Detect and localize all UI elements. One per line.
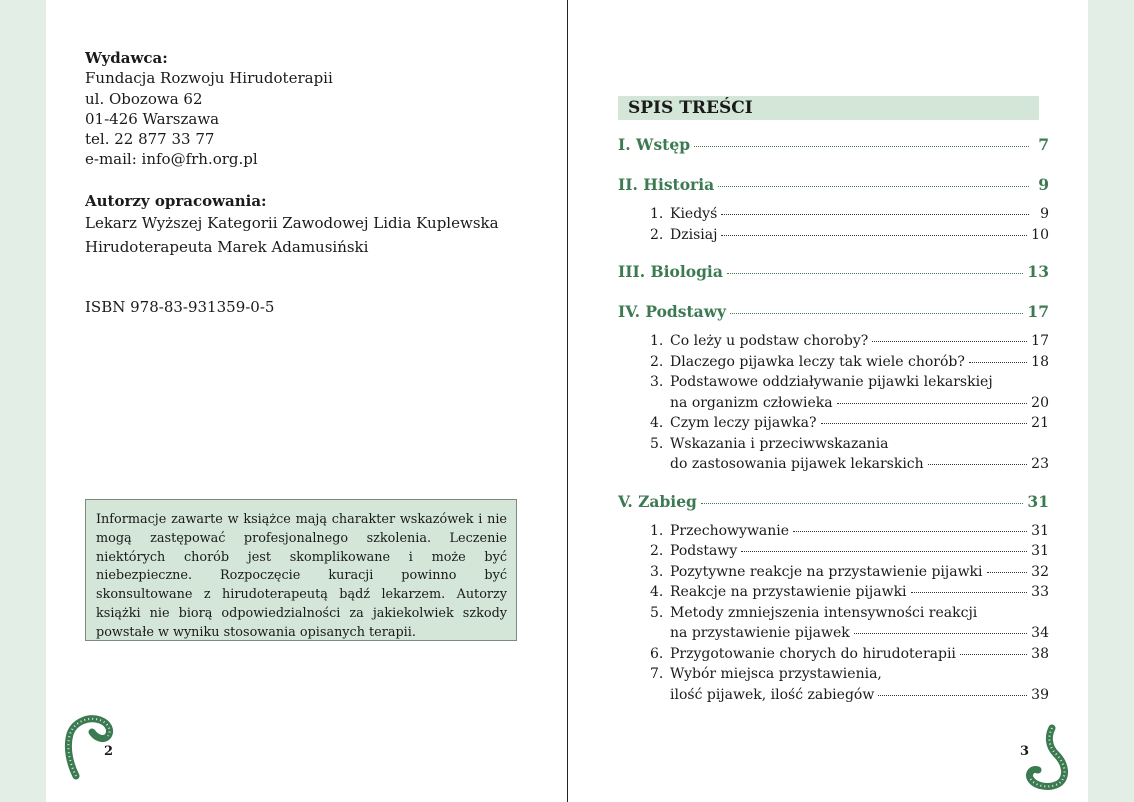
toc-item (618, 206, 1049, 227)
toc-item-label: Czym leczy pijawka? (670, 415, 817, 431)
toc-item (618, 605, 1049, 626)
toc-item-page: 31 (1031, 522, 1049, 539)
toc-leader (730, 313, 1023, 314)
leech-icon (1018, 724, 1074, 792)
toc-item-page: 39 (1031, 686, 1049, 703)
toc-chapter-label: V. Zabieg (618, 491, 697, 511)
toc-item (618, 354, 1049, 375)
publisher-email: e-mail: info@frh.org.pl (85, 150, 258, 169)
toc-item-number: 3. (650, 563, 664, 580)
toc-chapter-label: III. Biologia (618, 262, 723, 281)
toc-item-page: 18 (1031, 353, 1049, 370)
toc-leader (878, 695, 1027, 696)
disclaimer-text: Informacje zawarte w książce mają charakter wskazówek i nie mogą zastępować profesjonalnego szkolenia. Leczenie niektórych chorób jest skomplikowane i może być niebezpieczne. Rozpoczęcie kuracji powinno być skonsultowane z hirudoterapeutą bądź lekarzem. Autorzy książki nie biorą odpowiedzialności za jakiekolwiek szkody powstałe w wyniku stosowania opisanych terapii. (96, 512, 507, 640)
toc-item (618, 584, 1049, 605)
toc-item-label: Przechowywanie (670, 522, 790, 539)
toc-item-page: 21 (1031, 415, 1049, 431)
toc-chapter (618, 135, 1049, 160)
toc-chapter-page: 31 (1027, 491, 1049, 511)
toc-title: SPIS TREŚCI (618, 96, 1039, 120)
table-of-contents (618, 135, 1049, 707)
author-line: Hirudoterapeuta Marek Adamusiński (85, 238, 369, 257)
toc-item-label: Kiedyś (670, 206, 718, 222)
toc-item-number: 1. (650, 333, 664, 349)
authors-label: Autorzy opracowania: (85, 191, 267, 210)
toc-item-label: Metody zmniejszenia intensywności reakcji (670, 604, 978, 621)
toc-leader (960, 654, 1027, 655)
toc-item-label: Wskazania i przeciwwskazania (670, 435, 889, 452)
toc-item-page: 33 (1031, 584, 1049, 600)
toc-item-page: 9 (1040, 206, 1049, 222)
toc-item-label: Podstawy (670, 543, 738, 559)
toc-item (618, 523, 1049, 544)
toc-item (618, 564, 1049, 585)
toc-item-label: na przystawienie pijawek (670, 625, 850, 641)
toc-item-number: 2. (650, 226, 664, 243)
toc-chapter-label: IV. Podstawy (618, 302, 727, 321)
author-line: Lekarz Wyższej Kategorii Zawodowej Lidia Kuplewska (85, 214, 499, 233)
toc-item-number: 4. (650, 415, 664, 431)
toc-item-label: Wybór miejsca przystawienia, (670, 666, 882, 682)
toc-chapter-page: 13 (1027, 262, 1049, 281)
imprint (85, 48, 525, 259)
toc-leader (741, 551, 1027, 552)
toc-item-label: Co leży u podstaw choroby? (670, 333, 869, 349)
toc-item-label: Reakcje na przystawienie pijawki (670, 584, 907, 600)
toc-item (618, 395, 1049, 416)
toc-chapter-label: I. Wstęp (618, 135, 691, 154)
toc-item-page: 17 (1031, 333, 1049, 349)
toc-chapter-page: 17 (1027, 302, 1049, 321)
toc-item-page: 32 (1031, 563, 1049, 580)
toc-leader (928, 464, 1028, 465)
toc-item-page: 34 (1031, 625, 1049, 641)
toc-leader (872, 341, 1027, 342)
toc-item (618, 436, 1049, 457)
toc-item-number: 2. (650, 353, 664, 370)
toc-leader (694, 146, 1029, 147)
toc-item (618, 227, 1049, 248)
toc-item-number: 6. (650, 645, 664, 662)
toc-leader (969, 362, 1027, 363)
toc-leader (721, 235, 1027, 236)
toc-chapter-page: 9 (1038, 175, 1049, 194)
toc-item (618, 666, 1049, 687)
toc-item-number: 5. (650, 604, 664, 621)
toc-leader (727, 273, 1024, 274)
toc-leader (721, 214, 1029, 215)
disclaimer-box (85, 499, 517, 641)
toc-leader (911, 592, 1028, 593)
toc-item-label: Dzisiaj (670, 226, 718, 243)
toc-item-number: 3. (650, 374, 664, 390)
toc-leader (793, 531, 1027, 532)
toc-item-label: Dlaczego pijawka leczy tak wiele chorób? (670, 353, 965, 370)
publisher-line: ul. Obozowa 62 (85, 89, 203, 108)
toc-item (618, 646, 1049, 667)
toc-chapter (618, 492, 1049, 517)
toc-leader (837, 403, 1028, 404)
toc-item (618, 625, 1049, 646)
toc-item-label: Przygotowanie chorych do hirudoterapii (670, 645, 956, 662)
page-number-left: 2 (104, 744, 114, 759)
toc-item-number: 7. (650, 666, 664, 682)
toc-leader (987, 572, 1028, 573)
toc-item-page: 23 (1031, 456, 1049, 472)
page-gutter (567, 0, 568, 802)
toc-item-number: 1. (650, 206, 664, 222)
toc-chapter-label: II. Historia (618, 175, 715, 194)
isbn: ISBN 978-83-931359-0-5 (85, 298, 275, 316)
toc-item-page: 10 (1031, 226, 1049, 243)
toc-item-label: do zastosowania pijawek lekarskich (670, 456, 924, 472)
toc-item (618, 687, 1049, 708)
toc-item (618, 333, 1049, 354)
publisher-label: Wydawca: (85, 49, 168, 67)
toc-chapter (618, 302, 1049, 327)
toc-item-number: 5. (650, 435, 664, 452)
toc-item-number: 1. (650, 522, 664, 539)
toc-leader (701, 503, 1024, 504)
publisher-line: 01-426 Warszawa (85, 109, 220, 128)
toc-item-label: Pozytywne reakcje na przystawienie pijawki (670, 563, 983, 580)
toc-item-page: 31 (1031, 543, 1049, 559)
toc-item-number: 2. (650, 543, 664, 559)
toc-item-page: 38 (1031, 645, 1049, 662)
toc-chapter (618, 175, 1049, 200)
toc-item (618, 374, 1049, 395)
toc-item-page: 20 (1031, 394, 1049, 411)
toc-item (618, 415, 1049, 436)
toc-item-label: na organizm człowieka (670, 394, 833, 411)
toc-leader (718, 186, 1029, 187)
toc-item-number: 4. (650, 584, 664, 600)
toc-item (618, 543, 1049, 564)
toc-item (618, 456, 1049, 477)
publisher-line: Fundacja Rozwoju Hirudoterapii (85, 69, 333, 88)
page-number-right: 3 (1020, 744, 1030, 759)
toc-leader (821, 423, 1028, 424)
toc-leader (854, 633, 1027, 634)
toc-chapter (618, 262, 1049, 287)
publisher-line: tel. 22 877 33 77 (85, 130, 215, 149)
toc-item-label: Podstawowe oddziaływanie pijawki lekarskiej (670, 374, 993, 390)
toc-item-label: ilość pijawek, ilość zabiegów (670, 686, 875, 703)
toc-chapter-page: 7 (1038, 135, 1049, 154)
